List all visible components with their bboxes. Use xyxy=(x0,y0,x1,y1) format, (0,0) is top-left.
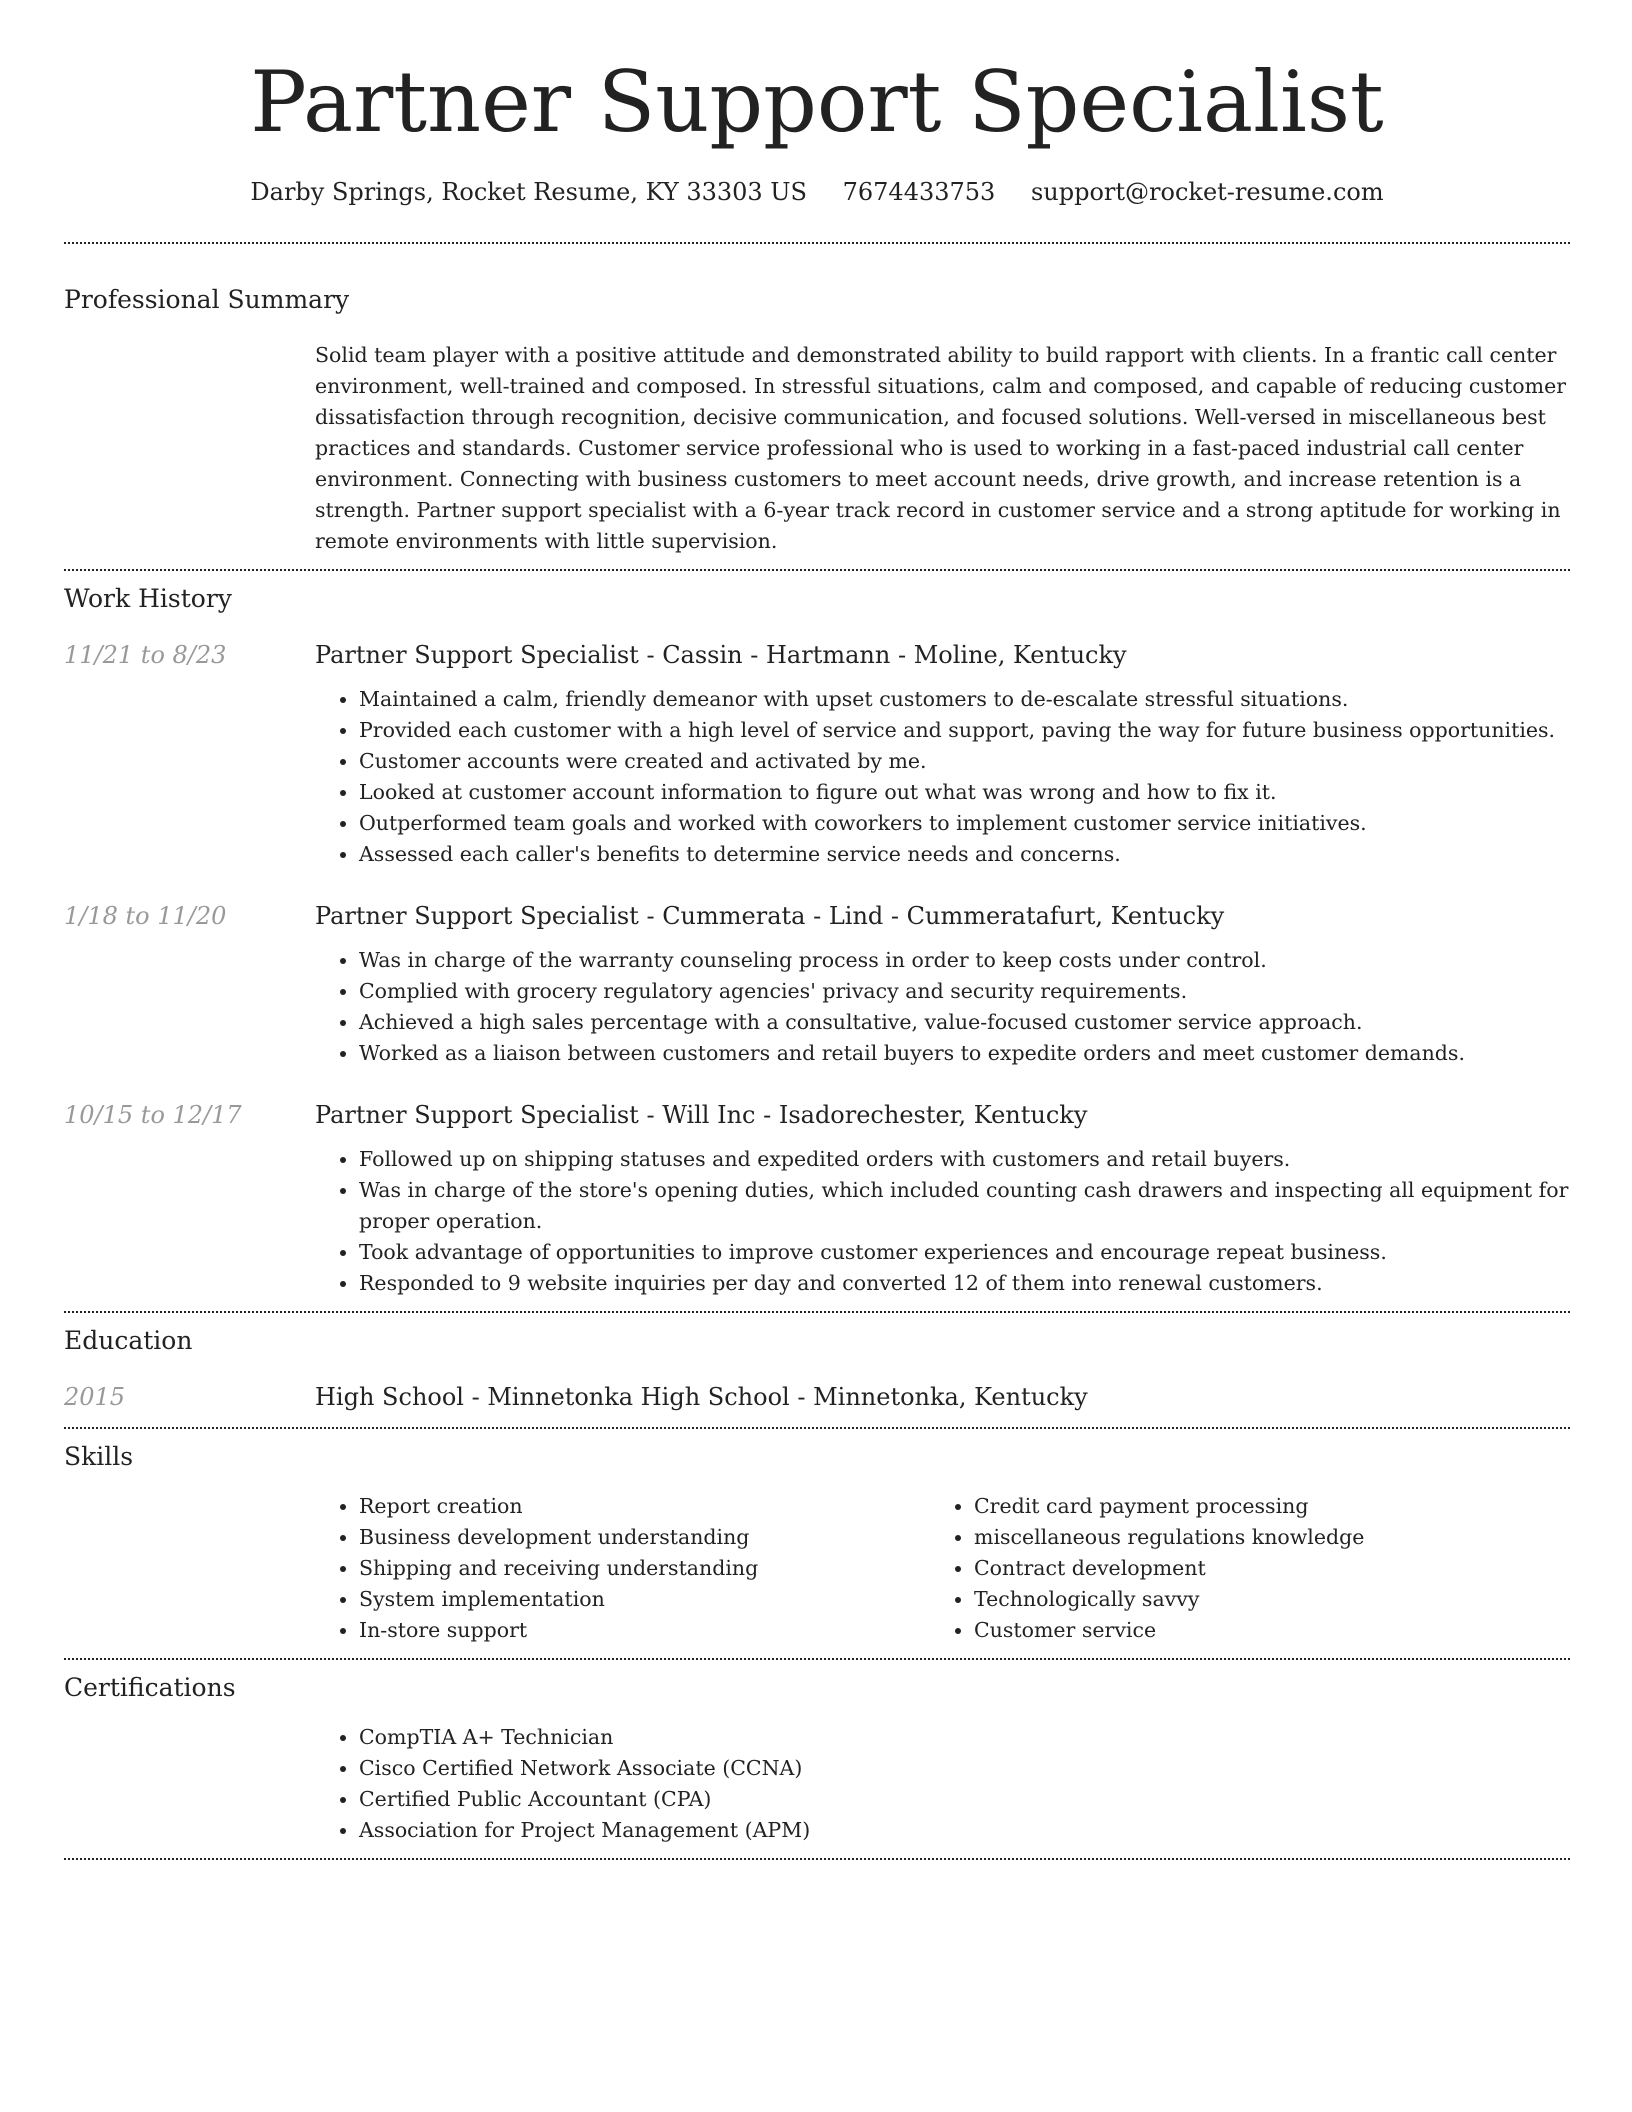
section-title-certifications: Certifications xyxy=(64,1673,236,1702)
certifications-section xyxy=(64,1660,1570,1846)
skill-item: • Business development understanding xyxy=(359,1522,930,1553)
resume-page xyxy=(64,0,1570,1860)
job-entry xyxy=(64,1097,1570,1299)
skill-item: • miscellaneous regulations knowledge xyxy=(974,1522,1545,1553)
list-item: • Looked at customer account information to figure out what was wrong and how to fix it. xyxy=(359,777,1570,808)
work-history-section xyxy=(64,571,1570,1299)
list-item: • Outperformed team goals and worked with coworkers to implement customer service initiatives. xyxy=(359,808,1570,839)
list-item: • Provided each customer with a high level of service and support, paving the way for future business opportunities. xyxy=(359,715,1570,746)
list-item: • Customer accounts were created and activated by me. xyxy=(359,746,1570,777)
certification-item: • Cisco Certified Network Associate (CCNA) xyxy=(359,1753,1570,1784)
summary-text: Solid team player with a positive attitude and demonstrated ability to build rapport with clients. In a frantic call center environment, well-trained and composed. In stressful situations, calm and composed, and capable of reducing customer dissatisfaction through recognition, decisive communication, and focused solutions. Well-versed in miscellaneous best practices and standards. Customer service professional who is used to working in a fast-paced industrial call center environment. Connecting with business customers to meet account needs, drive growth, and increase retention is a strength. Partner support specialist with a 6-year track record in customer service and a strong aptitude for working in remote environments with little supervision. xyxy=(315,343,1567,553)
section-title-education: Education xyxy=(64,1326,193,1355)
education-date: 2015 xyxy=(64,1383,126,1411)
job-title: Partner Support Specialist - Cummerata - Lind - Cummeratafurt, Kentucky xyxy=(315,902,1225,930)
certifications-list-wrap xyxy=(315,1722,1570,1846)
job-date: 11/21 to 8/23 xyxy=(64,641,227,669)
job-bullets xyxy=(315,945,1570,1069)
resume-header xyxy=(64,0,1570,210)
section-title-summary: Professional Summary xyxy=(64,285,350,314)
contact-address: Darby Springs, Rocket Resume, KY 33303 US xyxy=(250,178,807,206)
skill-item: • Contract development xyxy=(974,1553,1545,1584)
list-item: • Complied with grocery regulatory agencies' privacy and security requirements. xyxy=(359,976,1570,1007)
skill-item: • Report creation xyxy=(359,1491,930,1522)
list-item: • Responded to 9 website inquiries per day and converted 12 of them into renewal customers. xyxy=(359,1268,1570,1299)
certifications-list xyxy=(315,1722,1570,1846)
list-item: • Maintained a calm, friendly demeanor with upset customers to de-escalate stressful situations. xyxy=(359,684,1570,715)
list-item: • Was in charge of the store's opening duties, which included counting cash drawers and inspecting all equipment for proper operation. xyxy=(359,1175,1570,1237)
job-title: Partner Support Specialist - Will Inc - Isadorechester, Kentucky xyxy=(315,1101,1088,1129)
education-title: High School - Minnetonka High School - Minnetonka, Kentucky xyxy=(315,1383,1088,1411)
summary-section xyxy=(64,244,1570,557)
job-date: 1/18 to 11/20 xyxy=(64,902,227,930)
skill-item: • System implementation xyxy=(359,1584,930,1615)
section-title-work-history: Work History xyxy=(64,584,232,613)
skill-item: • In-store support xyxy=(359,1615,930,1646)
list-item: • Took advantage of opportunities to improve customer experiences and encourage repeat business. xyxy=(359,1237,1570,1268)
education-entry xyxy=(64,1379,1570,1415)
candidate-name: Partner Support Specialist xyxy=(250,53,1384,151)
job-title: Partner Support Specialist - Cassin - Hartmann - Moline, Kentucky xyxy=(315,641,1127,669)
contact-email: support@rocket-resume.com xyxy=(1030,178,1384,206)
education-section xyxy=(64,1313,1570,1415)
list-item: • Followed up on shipping statuses and expedited orders with customers and retail buyers. xyxy=(359,1144,1570,1175)
skill-item: • Technologically savvy xyxy=(974,1584,1545,1615)
skills-column-right xyxy=(930,1491,1545,1646)
job-bullets xyxy=(315,684,1570,870)
list-item: • Assessed each caller's benefits to determine service needs and concerns. xyxy=(359,839,1570,870)
certification-item: • Certified Public Accountant (CPA) xyxy=(359,1784,1570,1815)
skill-item: • Credit card payment processing xyxy=(974,1491,1545,1522)
certification-item: • Association for Project Management (APM) xyxy=(359,1815,1570,1846)
section-title-skills: Skills xyxy=(64,1442,134,1471)
skills-grid xyxy=(315,1491,1570,1646)
job-bullets xyxy=(315,1144,1570,1299)
list-item: • Was in charge of the warranty counseling process in order to keep costs under control. xyxy=(359,945,1570,976)
list-item: • Worked as a liaison between customers and retail buyers to expedite orders and meet customer demands. xyxy=(359,1038,1570,1069)
contact-phone: 7674433753 xyxy=(842,178,996,206)
job-date: 10/15 to 12/17 xyxy=(64,1101,242,1129)
skill-item: • Customer service xyxy=(974,1615,1545,1646)
certification-item: • CompTIA A+ Technician xyxy=(359,1722,1570,1753)
job-entry xyxy=(64,637,1570,870)
contact-line xyxy=(64,174,1570,210)
skills-list xyxy=(315,1491,930,1646)
job-entry xyxy=(64,898,1570,1069)
skills-column-left xyxy=(315,1491,930,1646)
list-item: • Achieved a high sales percentage with a consultative, value-focused customer service approach. xyxy=(359,1007,1570,1038)
skills-list xyxy=(930,1491,1545,1646)
section-divider xyxy=(64,1858,1570,1860)
skill-item: • Shipping and receiving understanding xyxy=(359,1553,930,1584)
skills-section xyxy=(64,1429,1570,1646)
